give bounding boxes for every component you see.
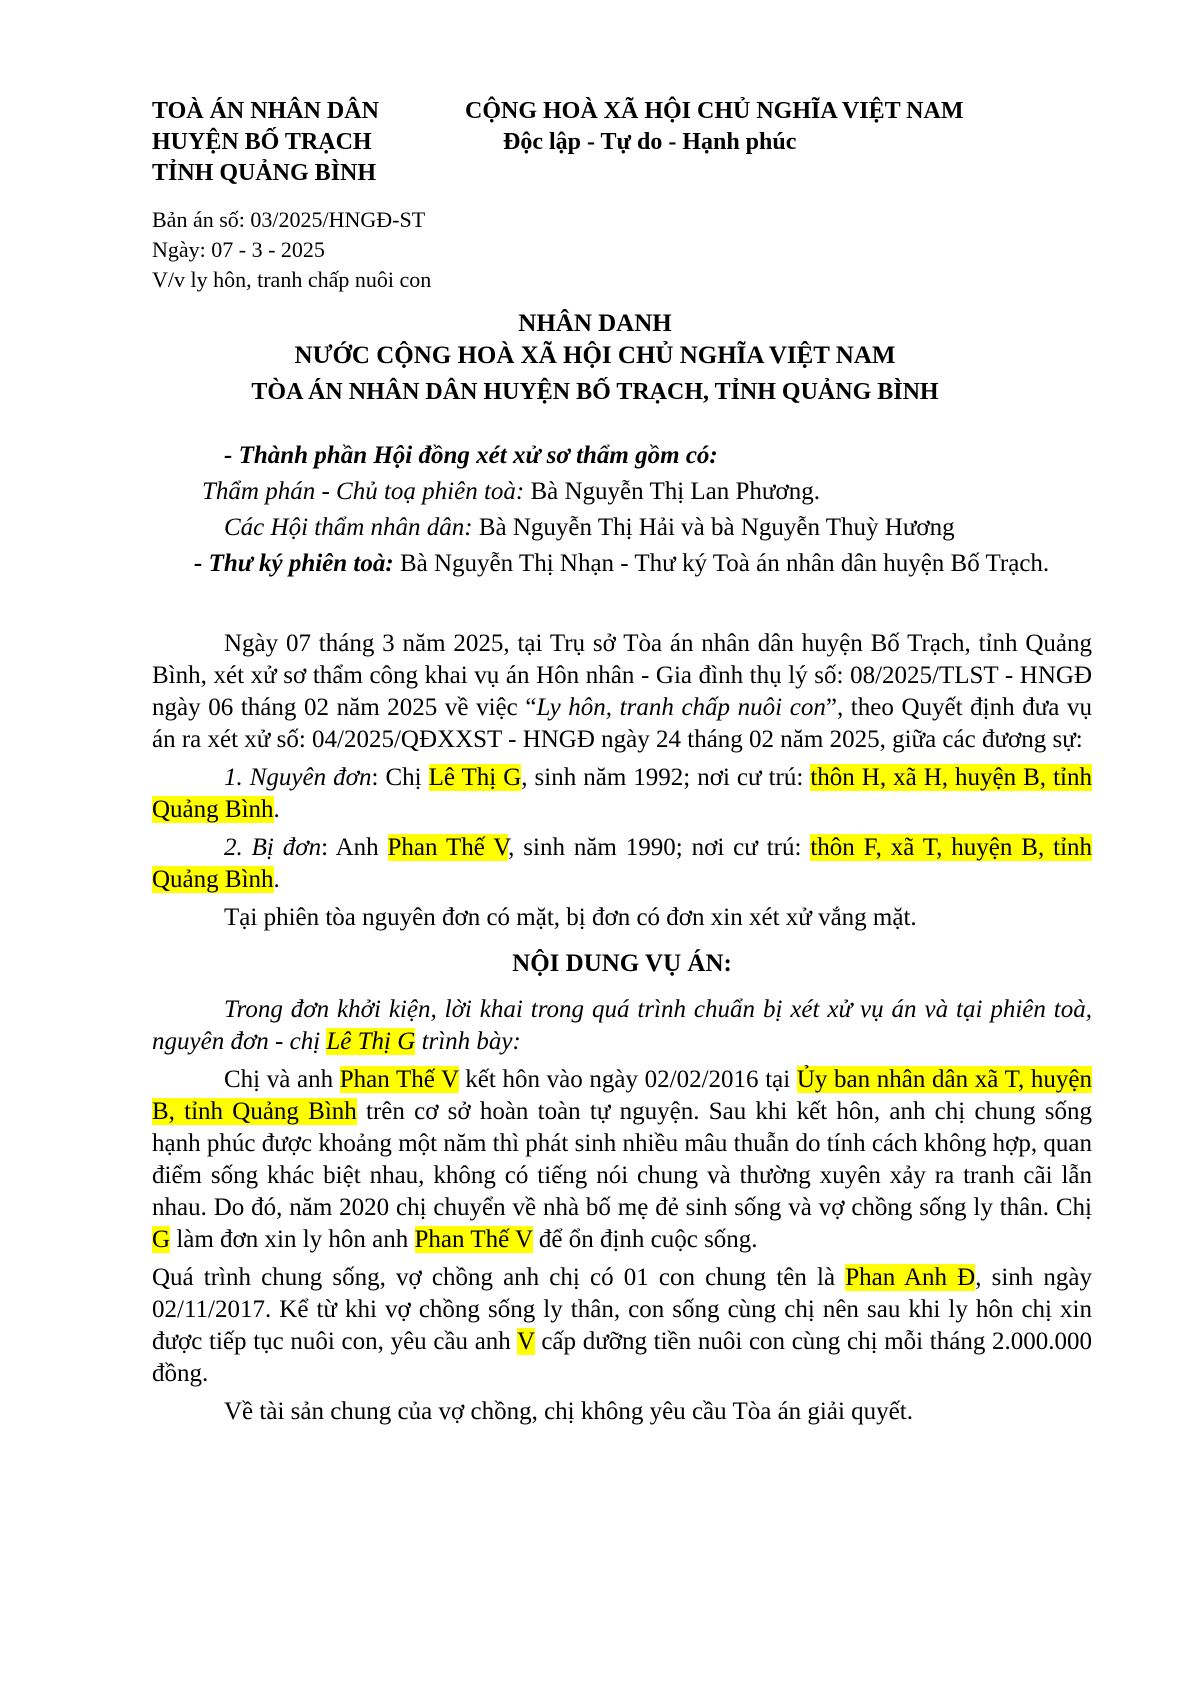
content-intro-b: trình bày: <box>415 1028 521 1055</box>
plaintiff-pre: : Chị <box>371 764 429 791</box>
assessors-label: Các Hội thẩm nhân dân: <box>224 514 473 541</box>
panel-assessors <box>152 512 1092 544</box>
judgment-number: Bản án số: 03/2025/HNGĐ-ST <box>152 207 426 232</box>
p2-b: , sinh ngày 02/11/2017. Kể từ khi vợ chồng sống ly thân, con sống cùng chị nên sau khi ly hôn chị xin được tiếp tục nuôi con, yêu cầu anh <box>152 1264 1092 1355</box>
p2-c: cấp dưỡng tiền nuôi con cùng chị mỗi tháng 2.000.000 đồng. <box>152 1328 1092 1387</box>
p1-d: làm đơn xin ly hôn anh <box>170 1226 415 1253</box>
title-nation: NƯỚC CỘNG HOÀ XÃ HỘI CHỦ NGHĨA VIỆT NAM <box>294 342 896 369</box>
defendant-pre: : Anh <box>321 834 388 861</box>
content-intro-name: Lê Thị G <box>326 1028 416 1055</box>
p1-e: để ổn định cuộc sống. <box>532 1226 758 1253</box>
court-name-line-1: TOÀ ÁN NHÂN DÂN <box>152 98 379 124</box>
p1-husband-name: Phan Thế V <box>339 1066 459 1093</box>
p2-husband-initial: V <box>517 1328 535 1355</box>
p1-husband-name-2: Phan Thế V <box>414 1226 533 1253</box>
court-name-line-2: HUYỆN BỐ TRẠCH <box>152 129 372 155</box>
content-paragraph-2 <box>152 1262 1092 1390</box>
plaintiff-mid: , sinh năm 1992; nơi cư trú: <box>521 764 811 791</box>
p1-c: trên cơ sở hoàn toàn tự nguyện. Sau khi kết hôn, anh chị chung sống hạnh phúc được khoảng một năm thì phát sinh nhiều mâu thuẫn do tính cách không hợp, quan điểm sống khác biệt nhau, không có tiếng nói chung và thường xuyên xảy ra tranh cãi lẫn nhau. Do đó, năm 2020 chị chuyển về nhà bố mẹ đẻ sinh sống và vợ chồng sống ly thân. Chị <box>152 1098 1092 1221</box>
court-name-line-3: TỈNH QUẢNG BÌNH <box>152 160 377 186</box>
defendant-label: 2. Bị đơn <box>224 834 322 861</box>
defendant-name: Phan Thế V <box>387 834 509 861</box>
content-paragraph-1 <box>152 1064 1092 1256</box>
intro-text-b: ”, theo Quyết định đưa vụ án ra xét xử số: 04/2025/QĐXXST - HNGĐ ngày 24 tháng 02 năm 2025, giữa các đương sự: <box>152 694 1092 753</box>
defendant-period: . <box>273 866 280 893</box>
content-heading: NỘI DUNG VỤ ÁN: <box>512 950 732 977</box>
defendant-mid: , sinh năm 1990; nơi cư trú: <box>508 834 811 861</box>
judgment-date: Ngày: 07 - 3 - 2025 <box>152 237 325 262</box>
plaintiff-paragraph <box>152 762 1092 826</box>
panel-heading: - Thành phần Hội đồng xét xử sơ thẩm gồm có: <box>224 442 718 469</box>
assessors-value: Bà Nguyễn Thị Hải và bà Nguyễn Thuỳ Hương <box>472 514 955 541</box>
p2-a: Quá trình chung sống, vợ chồng anh chị có 01 con chung tên là <box>152 1264 846 1291</box>
panel-composition <box>152 440 1092 580</box>
content-paragraph-3: Về tài sản chung của vợ chồng, chị không yêu cầu Tòa án giải quyết. <box>224 1398 913 1425</box>
panel-judge <box>152 476 1092 508</box>
court-header <box>152 96 379 189</box>
plaintiff-label: 1. Nguyên đơn <box>224 764 372 791</box>
defendant-address: thôn F, xã T, huyện B, tỉnh Quảng Bình <box>152 834 1093 893</box>
title-block <box>0 308 1190 408</box>
judge-label: Thẩm phán - Chủ toạ phiên toà: <box>202 478 525 505</box>
judgment-meta <box>152 205 431 295</box>
plaintiff-period: . <box>273 796 280 823</box>
judgment-subject: V/v ly hôn, tranh chấp nuôi con <box>152 267 432 292</box>
plaintiff-address: thôn H, xã H, huyện B, tỉnh Quảng Bình <box>152 764 1092 823</box>
p1-b: kết hôn vào ngày 02/02/2016 tại <box>458 1066 797 1093</box>
judge-value: Bà Nguyễn Thị Lan Phương. <box>524 478 820 505</box>
case-title: Ly hôn, tranh chấp nuôi con <box>536 694 826 721</box>
nation-name: CỘNG HOÀ XÃ HỘI CHỦ NGHĨA VIỆT NAM <box>465 98 964 124</box>
clerk-value: Bà Nguyễn Thị Nhạn - Thư ký Toà án nhân dân huyện Bố Trạch. <box>393 550 1050 577</box>
title-in-the-name: NHÂN DANH <box>518 310 672 337</box>
national-header <box>465 96 964 158</box>
plaintiff-name: Lê Thị G <box>428 764 522 791</box>
defendant-paragraph <box>152 832 1092 896</box>
p2-child-name: Phan Anh Đ <box>845 1264 976 1291</box>
case-body <box>152 628 1092 1428</box>
intro-text-a: Ngày 07 tháng 3 năm 2025, tại Trụ sở Tòa án nhân dân huyện Bố Trạch, tỉnh Quảng Bình, xét xử sơ thẩm công khai vụ án Hôn nhân - Gia đình thụ lý số: 08/2025/TLST - HNGĐ ngày 06 tháng 02 năm 2025 về việc “ <box>152 630 1092 721</box>
p1-a: Chị và anh <box>224 1066 340 1093</box>
content-intro <box>152 994 1092 1058</box>
title-court: TÒA ÁN NHÂN DÂN HUYỆN BỐ TRẠCH, TỈNH QUẢNG BÌNH <box>251 379 939 405</box>
attendance-paragraph: Tại phiên tòa nguyên đơn có mặt, bị đơn có đơn xin xét xử vắng mặt. <box>224 904 917 931</box>
p1-marriage-place: Ủy ban nhân dân xã T, huyện B, tỉnh Quảng Bình <box>152 1066 1092 1125</box>
p1-wife-initial: G <box>152 1226 171 1253</box>
panel-clerk <box>152 548 1092 580</box>
content-intro-a: Trong đơn khởi kiện, lời khai trong quá trình chuẩn bị xét xử vụ án và tại phiên toà, nguyên đơn - chị <box>152 996 1092 1055</box>
national-motto: Độc lập - Tự do - Hạnh phúc <box>503 129 797 155</box>
clerk-label: - Thư ký phiên toà: <box>194 550 394 577</box>
intro-paragraph <box>152 628 1092 756</box>
